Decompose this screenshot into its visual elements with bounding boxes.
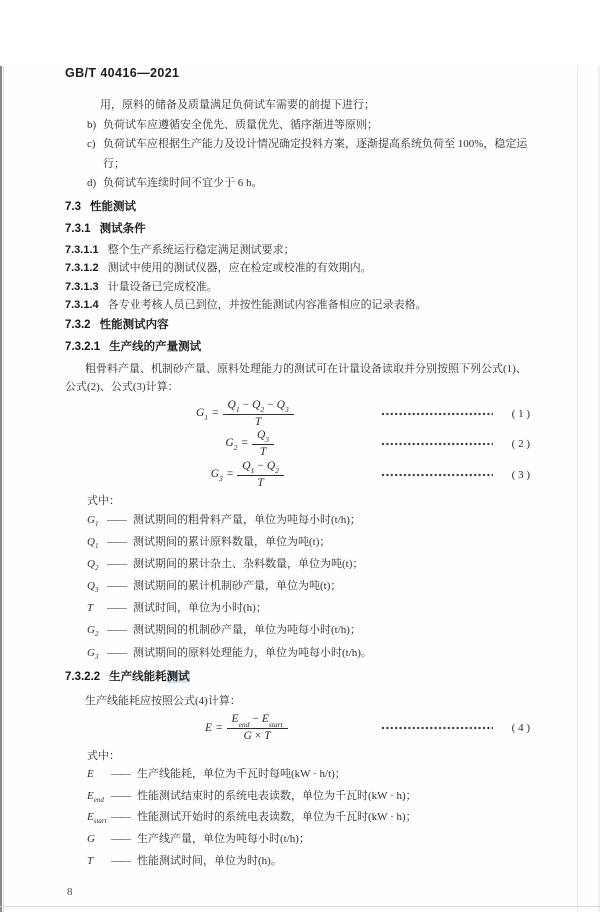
equation-number: ( 3 ) <box>511 468 530 481</box>
section-number: 7.3.2.1 <box>65 340 101 353</box>
definition-dash: —— <box>107 535 125 548</box>
clause-7-3-1-2 <box>65 259 530 278</box>
clause-number: 7.3.1.3 <box>65 280 99 293</box>
section-number: 7.3.1 <box>65 222 91 235</box>
clause-text: 各专业考核人员已到位，并按性能测试内容准备相应的记录表格。 <box>107 299 427 311</box>
clause-7-3-1-4 <box>65 296 530 315</box>
symbol: $Q_3$ <box>87 580 99 595</box>
symbol-definitions-1 <box>65 511 530 666</box>
dotted-leader <box>381 439 493 449</box>
equation-4 <box>65 712 530 744</box>
symbol: T <box>87 602 94 615</box>
definition-row <box>65 644 530 666</box>
highlighted-text: 测试 <box>166 670 190 683</box>
definition-text: 生产线产量，单位为吨每小时(t/h)； <box>137 832 310 845</box>
definition-row <box>65 766 530 788</box>
definition-text: 性能测试开始时的系统电表读数，单位为千瓦时(kW · h)； <box>137 811 417 824</box>
symbol: $E_{start}$ <box>87 811 107 826</box>
list-item-text: 负荷试车连续时间不宜少于 6 h。 <box>103 177 263 189</box>
definition-dash: —— <box>111 832 129 845</box>
section-title: 性能测试内容 <box>99 318 169 331</box>
definition-row <box>65 599 530 621</box>
definition-text: 测试期间的机制砂产量，单位为吨每小时(t/h)； <box>133 624 361 637</box>
definition-dash: —— <box>107 646 125 659</box>
definition-row <box>65 533 530 555</box>
definition-text: 测试期间的原料处理能力，单位为吨每小时(t/h)。 <box>133 646 372 659</box>
definition-dash: —— <box>111 789 129 802</box>
definition-text: 测试期间的粗骨料产量，单位为吨每小时(t/h)； <box>133 513 361 526</box>
list-item-label: c) <box>87 138 96 150</box>
definition-text: 性能测试结束时的系统电表读数，单位为千瓦时(kW · h)； <box>137 789 417 802</box>
dotted-leader <box>381 470 493 480</box>
formula-g2: $G_2$ = $\frac{Q_3}{T}$ <box>225 429 274 458</box>
clause-number: 7.3.1.4 <box>65 299 99 311</box>
page-content <box>0 66 600 898</box>
section-heading-7-3-2-1 <box>65 340 530 355</box>
definition-row <box>65 788 530 810</box>
equation-number: ( 4 ) <box>511 721 530 734</box>
symbol-definitions-2 <box>65 766 530 874</box>
section-heading-7-3 <box>65 200 530 215</box>
paragraph-output-test: 粗骨料产量、机制砂产量、原料处理能力的测试可在计量设备读取并分别按照下列公式(1)、公式(2)、公式(3)计算： <box>65 362 527 393</box>
list-item-d <box>65 174 530 194</box>
definition-text: 性能测试时间，单位为时(h)。 <box>137 854 282 867</box>
list-item-text: 负荷试车应遵循安全优先、质量优先、循序渐进等原则； <box>103 118 378 131</box>
definition-text: 测试期间的累计机制砂产量，单位为吨(t)； <box>133 580 342 593</box>
where-label-2: 式中： <box>87 749 120 762</box>
list-item-text: 负荷试车应根据生产能力及设计情况确定投料方案，逐渐提高系统负荷至 100%，稳定运行； <box>103 138 528 170</box>
definition-row <box>65 621 530 643</box>
definition-dash: —— <box>107 624 125 637</box>
definition-row <box>65 555 530 577</box>
definition-dash: —— <box>107 513 125 526</box>
clause-7-3-1-3 <box>65 278 530 297</box>
list-item-b <box>65 116 530 136</box>
section-number: 7.3 <box>65 200 81 213</box>
definition-text: 测试时间，单位为小时(h)； <box>133 602 267 615</box>
document-page <box>0 66 600 912</box>
clause-number: 7.3.1.2 <box>65 262 99 274</box>
dotted-leader <box>381 723 493 733</box>
definition-row <box>65 831 530 853</box>
fraction: $\frac{Q_1 - Q_2}{T}$ <box>237 460 284 489</box>
equation-3 <box>65 459 530 491</box>
section-heading-7-3-2-2 <box>65 670 530 685</box>
page-bottom-edge <box>0 906 600 907</box>
section-number: 7.3.2 <box>65 318 91 331</box>
symbol: G <box>87 832 95 845</box>
definition-dash: —— <box>111 854 129 867</box>
list-item-c <box>65 135 530 174</box>
list-item-label: b) <box>87 118 97 131</box>
section-title: 测试条件 <box>99 222 146 235</box>
definition-text: 测试期间的累计原料数量，单位为吨(t)； <box>133 535 331 548</box>
list-item-label: d) <box>87 177 97 189</box>
symbol: $Q_1$ <box>87 535 99 550</box>
symbol: T <box>87 854 94 867</box>
fraction: $\frac{Q_3}{T}$ <box>252 429 274 458</box>
document-number-header: GB/T 40416—2021 <box>65 66 180 80</box>
where-label-1: 式中： <box>87 494 120 507</box>
definition-text: 生产线能耗，单位为千瓦时每吨(kW · h/t)； <box>137 767 346 780</box>
symbol: $G_1$ <box>87 513 99 528</box>
symbol: $G_3$ <box>87 646 99 661</box>
clause-7-3-1-1 <box>65 241 530 260</box>
equation-2 <box>65 429 530 459</box>
section-heading-7-3-1 <box>65 222 530 237</box>
definition-dash: —— <box>107 602 125 615</box>
fraction: $\frac{Q_1 - Q_2 - Q_3}{T}$ <box>223 399 294 428</box>
symbol: $Q_2$ <box>87 557 99 573</box>
list-item-a-continuation: 用，原料的储备及质量满足负荷试车需要的前提下进行； <box>100 99 375 111</box>
definition-dash: —— <box>111 811 129 824</box>
page-number: 8 <box>67 886 73 899</box>
section-title: 生产线的产量测试 <box>109 340 202 353</box>
clause-text: 整个生产系统运行稳定满足测试要求； <box>107 243 295 256</box>
section-number: 7.3.2.2 <box>65 670 101 683</box>
definition-row <box>65 809 530 831</box>
clause-text: 测试中使用的测试仪器，应在检定或校准的有效期内。 <box>107 262 372 274</box>
symbol: $E_{end}$ <box>87 789 104 804</box>
equation-number: ( 2 ) <box>511 437 530 450</box>
definition-row <box>65 577 530 599</box>
section-heading-7-3-2 <box>65 318 530 333</box>
definition-dash: —— <box>107 557 125 570</box>
clause-text: 计量设备已完成校准。 <box>107 280 218 293</box>
section-title: 性能测试 <box>90 200 136 213</box>
symbol: $G_2$ <box>87 624 99 639</box>
formula-e: E = $\frac{E_{end} - E_{start}}{G \times T}$ <box>205 713 288 742</box>
definition-dash: —— <box>107 580 125 593</box>
paragraph-energy-test: 生产线能耗应按照公式(4)计算： <box>85 694 241 707</box>
formula-g3: $G_3$ = $\frac{Q_1 - Q_2}{T}$ <box>211 460 284 489</box>
equations-1-to-3 <box>65 399 530 491</box>
clause-number: 7.3.1.1 <box>65 243 99 256</box>
definition-row <box>65 511 530 533</box>
load-test-list <box>65 96 530 194</box>
definition-dash: —— <box>111 767 129 780</box>
section-title: 生产线能耗测试 <box>109 670 190 683</box>
definition-row <box>65 853 530 875</box>
equation-number: ( 1 ) <box>511 407 530 420</box>
clauses-7-3-1 <box>65 241 530 315</box>
symbol: E <box>87 767 94 780</box>
dotted-leader <box>381 409 493 419</box>
definition-text: 测试期间的累计杂土、杂料数量，单位为吨(t)； <box>133 557 364 570</box>
equation-1 <box>65 399 530 429</box>
fraction: $\frac{E_{end} - E_{start}}{G \times T}$ <box>227 713 288 742</box>
formula-g1: $G_1$ = $\frac{Q_1 - Q_2 - Q_3}{T}$ <box>196 399 294 428</box>
